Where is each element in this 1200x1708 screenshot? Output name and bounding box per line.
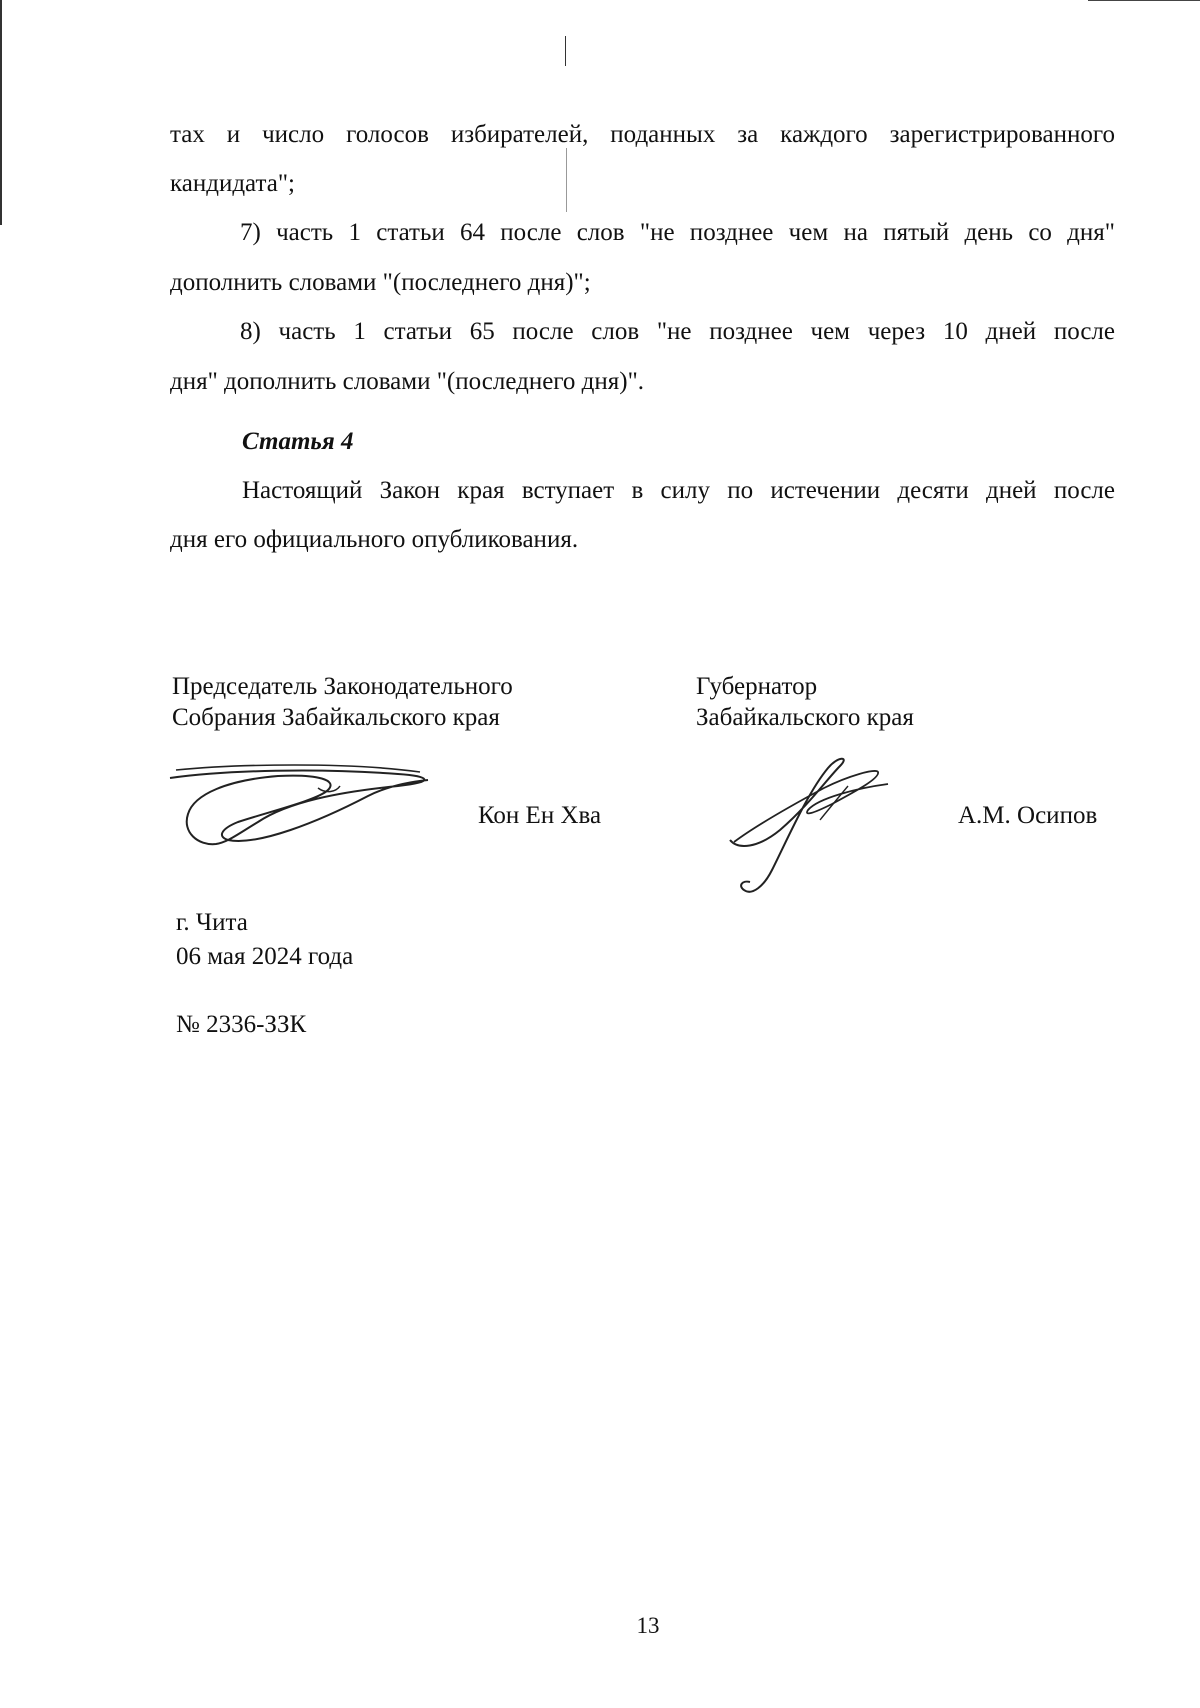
right-signer-title-1: Губернатор bbox=[696, 673, 818, 700]
left-handwritten-signature bbox=[168, 762, 438, 852]
left-signer-title-2: Собрания Забайкальского края bbox=[172, 704, 500, 731]
scan-top-rule bbox=[1088, 0, 1200, 1]
right-handwritten-signature bbox=[728, 758, 898, 898]
body-line-2: кандидата"; bbox=[170, 170, 295, 197]
left-signer-title-1: Председатель Законодательного bbox=[172, 673, 513, 700]
body-line-6: дня" дополнить словами "(последнего дня)". bbox=[170, 368, 645, 395]
article-line-1: Настоящий Закон края вступает в силу по истечении десяти дней после bbox=[242, 477, 1115, 504]
body-line-1: тах и число голосов избирателей, поданных за каждого зарегистрированного bbox=[170, 121, 1115, 148]
right-signer-title-2: Забайкальского края bbox=[696, 704, 914, 731]
left-signer-name: Кон Ен Хва bbox=[478, 802, 602, 829]
document-number: № 2336-ЗЗК bbox=[176, 1011, 307, 1038]
scan-edge-line bbox=[0, 0, 2, 225]
article-line-2: дня его официального опубликования. bbox=[170, 526, 579, 553]
body-line-4: дополнить словами "(последнего дня)"; bbox=[170, 269, 591, 296]
place: г. Чита bbox=[176, 909, 248, 936]
page-number: 13 bbox=[636, 1613, 660, 1638]
scan-center-mark bbox=[565, 36, 566, 66]
body-line-3: 7) часть 1 статьи 64 после слов "не позднее чем на пятый день со дня" bbox=[240, 219, 1115, 246]
article-heading: Статья 4 bbox=[242, 428, 354, 455]
right-signer-name: А.М. Осипов bbox=[958, 802, 1098, 829]
body-line-5: 8) часть 1 статьи 65 после слов "не позднее чем через 10 дней после bbox=[240, 318, 1115, 345]
date: 06 мая 2024 года bbox=[176, 943, 354, 970]
scan-center-mark-2 bbox=[566, 148, 567, 212]
